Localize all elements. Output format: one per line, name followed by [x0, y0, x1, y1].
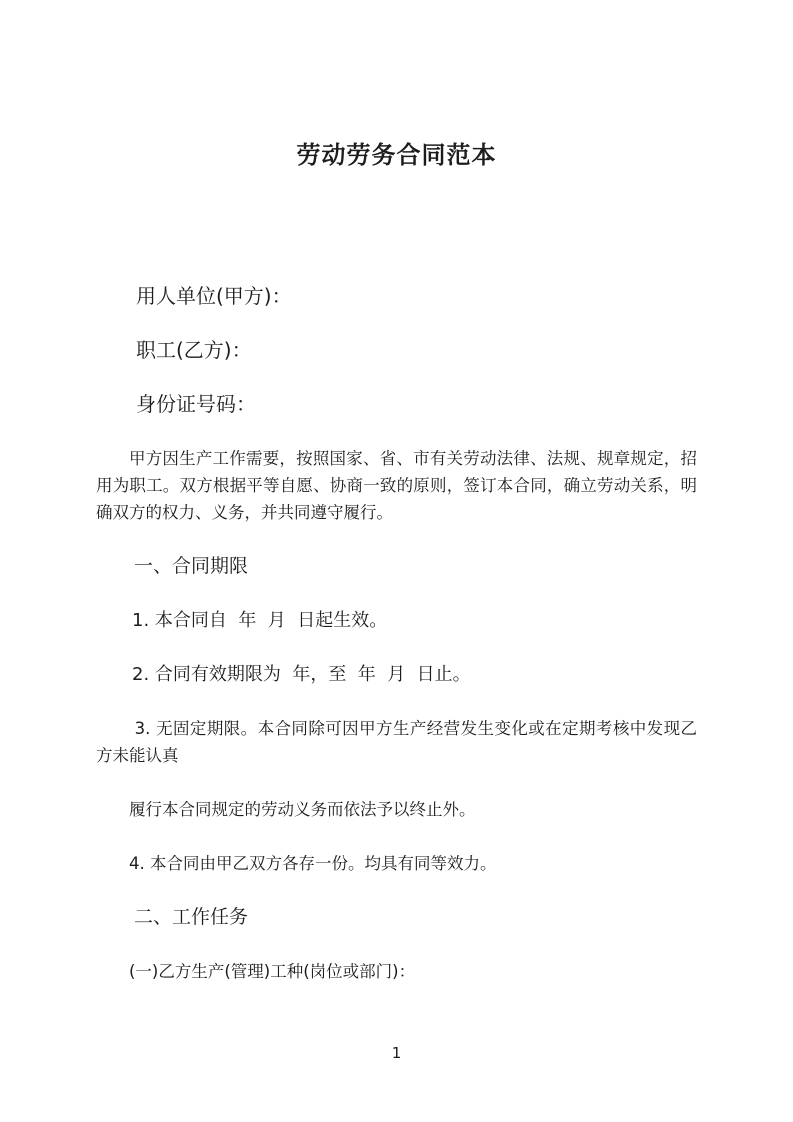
party-b-line: 职工(乙方)：	[136, 338, 252, 362]
section-1-heading: 一、合同期限	[134, 555, 249, 577]
document-title	[96, 137, 697, 173]
section-2-heading: 二、工作任务	[134, 906, 249, 928]
clause-1-1: 1. 本合同自 年 月 日起生效。	[132, 610, 388, 631]
clause-1-3-continued: 履行本合同规定的劳动义务而依法予以终止外。	[129, 800, 476, 819]
preamble-paragraph: 甲方因生产工作需要，按照国家、省、市有关劳动法律、法规、规章规定，招用为职工。双方根据平等自愿、协商一致的原则，签订本合同，确立劳动关系，明确双方的权力、义务，并共同遵守履行。	[96, 449, 697, 522]
clause-2-1: (一)乙方生产(管理)工种(岗位或部门)：	[129, 962, 416, 981]
id-number-line: 身份证号码：	[136, 392, 256, 416]
party-a-line: 用人单位(甲方)：	[136, 284, 292, 308]
page-number: 1	[391, 1044, 402, 1062]
clause-1-4: 4. 本合同由甲乙双方各存一份。均具有同等效力。	[129, 854, 497, 873]
document-title-text: 劳动劳务合同范本	[296, 141, 497, 169]
clause-1-2: 2. 合同有效期限为 年，至 年 月 日止。	[132, 664, 471, 685]
clause-1-3: 3. 无固定期限。本合同除可因甲方生产经营发生变化或在定期考核中发现乙方未能认真	[96, 719, 697, 765]
